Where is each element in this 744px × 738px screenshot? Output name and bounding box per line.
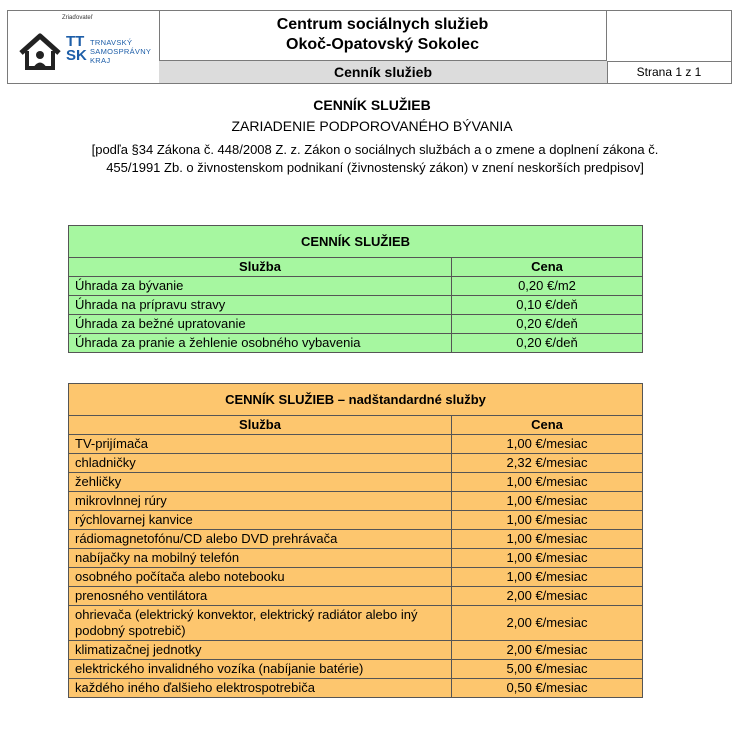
page-number: Strana 1 z 1 (636, 65, 702, 79)
service-cell: Úhrada za bežné upratovanie (69, 315, 452, 334)
table-row (69, 568, 643, 587)
table-row (69, 679, 643, 698)
service-cell: osobného počítača alebo notebooku (69, 568, 452, 587)
price-cell: 0,20 €/deň (452, 334, 643, 353)
title-line-2: Okoč-Opatovský Sokolec (286, 36, 479, 53)
document-header (7, 10, 732, 84)
price-cell: 0,10 €/deň (452, 296, 643, 315)
service-cell: Úhrada za bývanie (69, 277, 452, 296)
service-cell: ohrievača (elektrický konvektor, elektrický radiátor alebo iný podobný spotrebič) (69, 606, 452, 641)
extra-table-body (69, 435, 643, 698)
legal-reference-line-2: 455/1991 Zb. o živnostenskom podnikaní (živnostenský zákon) v znení neskorších predpisov] (106, 160, 644, 175)
table-row (69, 587, 643, 606)
service-cell: Úhrada na prípravu stravy (69, 296, 452, 315)
intro-title: CENNÍK SLUŽIEB (313, 97, 431, 113)
service-cell: rýchlovarnej kanvice (69, 511, 452, 530)
service-cell: chladničky (69, 454, 452, 473)
price-cell: 1,00 €/mesiac (452, 549, 643, 568)
service-cell: mikrovlnnej rúry (69, 492, 452, 511)
basic-table-body (69, 277, 643, 353)
column-header-service: Služba (69, 416, 452, 435)
logo-small-text: Zriaďovateľ (62, 15, 93, 21)
organization-title (159, 11, 607, 61)
table-caption: CENNÍK SLUŽIEB – nadštandardné služby (69, 384, 643, 416)
column-header-service: Služba (69, 258, 452, 277)
column-header-price: Cena (452, 258, 643, 277)
price-cell: 0,50 €/mesiac (452, 679, 643, 698)
table-row (69, 473, 643, 492)
table-row (69, 492, 643, 511)
table-row (69, 549, 643, 568)
title-line-1: Centrum sociálnych služieb (276, 16, 489, 33)
table-row (69, 435, 643, 454)
logo-text: TRNAVSKÝ SAMOSPRÁVNY KRAJ (90, 38, 152, 65)
price-cell: 1,00 €/mesiac (452, 492, 643, 511)
logo (8, 11, 160, 83)
price-cell: 1,00 €/mesiac (452, 511, 643, 530)
price-cell: 1,00 €/mesiac (452, 530, 643, 549)
extra-services-table (68, 383, 643, 698)
service-cell: nabíjačky na mobilný telefón (69, 549, 452, 568)
table-row (69, 511, 643, 530)
price-cell: 0,20 €/m2 (452, 277, 643, 296)
logo-abbreviation: TT SK (66, 33, 87, 64)
table-row (69, 454, 643, 473)
price-cell: 2,00 €/mesiac (452, 587, 643, 606)
table-row (69, 315, 643, 334)
price-cell: 1,00 €/mesiac (452, 473, 643, 492)
legal-reference-line-1: [podľa §34 Zákona č. 448/2008 Z. z. Zákon o sociálnych službách a o zmene a doplnení zákona č. (91, 142, 659, 157)
basic-price-table (68, 225, 643, 353)
table-row (69, 277, 643, 296)
price-cell: 0,20 €/deň (452, 315, 643, 334)
table-row (69, 334, 643, 353)
service-cell: elektrického invalidného vozíka (nabíjanie batérie) (69, 660, 452, 679)
service-cell: každého iného ďalšieho elektrospotrebiča (69, 679, 452, 698)
service-cell: klimatizačnej jednotky (69, 641, 452, 660)
house-logo-icon (18, 31, 62, 71)
price-cell: 5,00 €/mesiac (452, 660, 643, 679)
column-header-price: Cena (452, 416, 643, 435)
service-cell: žehličky (69, 473, 452, 492)
legal-reference (30, 141, 720, 177)
table-row (69, 606, 643, 641)
price-cell: 1,00 €/mesiac (452, 435, 643, 454)
table-caption: CENNÍK SLUŽIEB (69, 226, 643, 258)
table-row (69, 641, 643, 660)
service-cell: TV-prijímača (69, 435, 452, 454)
service-cell: prenosného ventilátora (69, 587, 452, 606)
table-row (69, 530, 643, 549)
table-row (69, 296, 643, 315)
table-row (69, 660, 643, 679)
price-cell: 2,00 €/mesiac (452, 641, 643, 660)
service-cell: Úhrada za pranie a žehlenie osobného vybavenia (69, 334, 452, 353)
header-subtitle: Cenník služieb (159, 61, 608, 83)
price-cell: 1,00 €/mesiac (452, 568, 643, 587)
header-blank-cell (607, 11, 731, 62)
intro-subtitle: ZARIADENIE PODPOROVANÉHO BÝVANIA (231, 118, 513, 134)
price-cell: 2,32 €/mesiac (452, 454, 643, 473)
service-cell: rádiomagnetofónu/CD alebo DVD prehrávača (69, 530, 452, 549)
price-cell: 2,00 €/mesiac (452, 606, 643, 641)
